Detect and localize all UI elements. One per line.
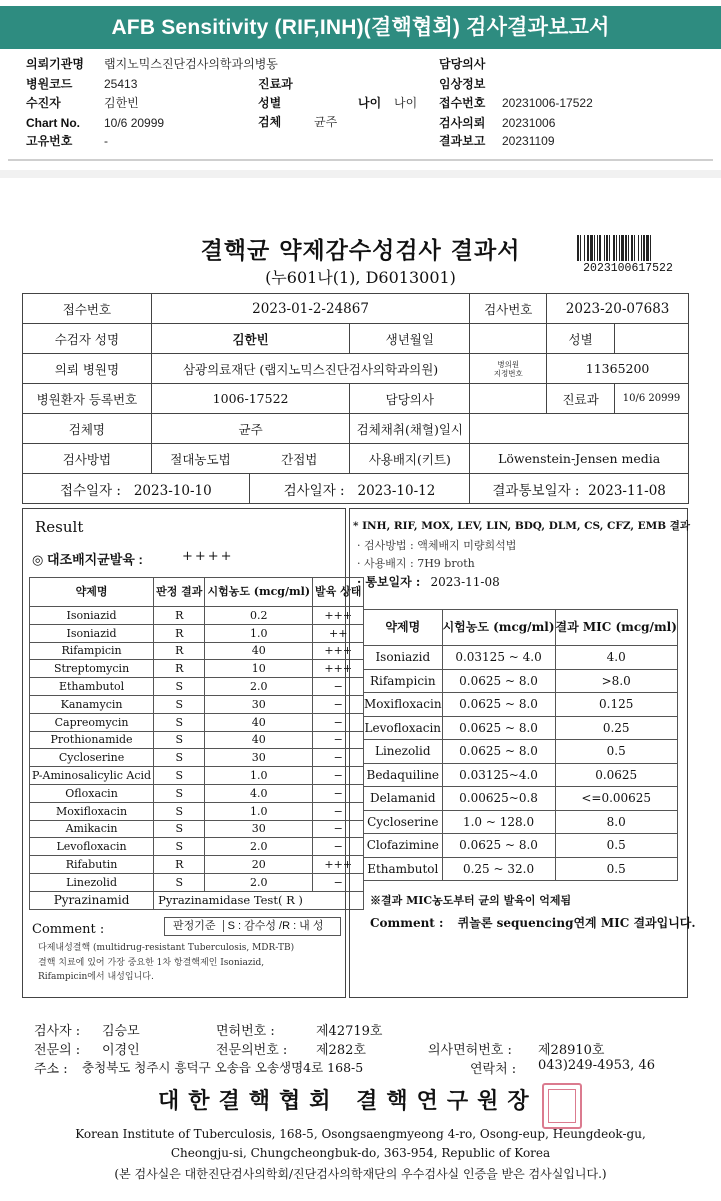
drug-table-header	[30, 578, 364, 607]
doctor-label: 담당의사	[350, 384, 470, 414]
drug-table-cell: −	[313, 784, 364, 802]
drug-table-cell: S	[154, 802, 205, 820]
method-value-1: 절대농도법	[151, 444, 249, 474]
drug-table-cell: 30	[205, 820, 313, 838]
mic-table-row	[364, 810, 678, 834]
mic-table-cell: 0.00625~0.8	[442, 787, 555, 811]
drug-table-cell: Streptomycin	[30, 660, 154, 678]
scan-divider	[0, 170, 721, 178]
result-comment-label: Comment :	[32, 922, 105, 937]
unique-no-value: -	[104, 134, 108, 148]
mic-table-cell: Moxifloxacin	[364, 693, 443, 717]
specialist-label: 전문의 :	[34, 1043, 81, 1058]
notify-date-cell	[470, 474, 689, 504]
barcode-image	[577, 235, 677, 261]
mic-table-row	[364, 669, 678, 693]
receipt-date-label: 접수일자 :	[59, 482, 121, 499]
mic-table-cell: Linezolid	[364, 740, 443, 764]
drug-table-col-header: 시험농도 (mcg/ml)	[205, 578, 313, 607]
drug-table-cell: Rifampicin	[30, 642, 154, 660]
designation-label	[470, 354, 547, 384]
drug-table-cell: 20	[205, 856, 313, 874]
sex-value	[615, 324, 689, 354]
drug-table-row	[30, 802, 364, 820]
dept-label: 진료과	[258, 77, 293, 91]
receipt-no-value: 20231006-17522	[502, 96, 593, 110]
drug-table-cell: +++	[313, 607, 364, 625]
mic-table-row	[364, 716, 678, 740]
drug-table-cell: +++	[313, 660, 364, 678]
mic-note: ※결과 MIC농도부터 균의 발육이 억제됨	[370, 894, 572, 907]
drug-table-cell: 1.0	[205, 802, 313, 820]
examiner-label: 검사자 :	[34, 1024, 81, 1039]
mic-table-row	[364, 834, 678, 858]
drug-table-cell: 40	[205, 713, 313, 731]
eng-address-line-2: Cheongju-si, Chungcheongbuk-do, 363-954, Republic of Korea	[170, 1146, 551, 1160]
method-label: 검사방법	[23, 444, 152, 474]
info-row	[23, 414, 689, 444]
specialist-value: 이경인	[102, 1043, 140, 1058]
mic-table-cell: 0.5	[555, 740, 677, 764]
drug-table-row	[30, 749, 364, 767]
drug-table-cell: S	[154, 784, 205, 802]
drug-table-row	[30, 784, 364, 802]
mic-table-cell: Isoniazid	[364, 646, 443, 670]
drug-table-row	[30, 713, 364, 731]
patient-value: 김한빈	[104, 96, 139, 110]
drug-table-row	[30, 695, 364, 713]
drug-table-cell: R	[154, 607, 205, 625]
drug-table-col-header: 발육 상태	[313, 578, 364, 607]
drug-table-cell: R	[154, 660, 205, 678]
drug-table-cell: −	[313, 802, 364, 820]
designation-value: 11365200	[547, 354, 689, 384]
collect-value	[470, 414, 689, 444]
info-row	[23, 324, 689, 354]
examiner-value: 김승모	[102, 1024, 140, 1039]
mic-table-cell: >8.0	[555, 669, 677, 693]
test-date-cell	[249, 474, 470, 504]
criteria-label: 판정기준	[173, 920, 216, 932]
drug-table-cell: 30	[205, 695, 313, 713]
institution-value: 랩지노믹스진단검사의학과의병동	[104, 57, 278, 71]
drug-table-cell: Capreomycin	[30, 713, 154, 731]
mic-comment-label: Comment :	[370, 916, 444, 930]
license-value: 제42719호	[316, 1024, 383, 1039]
drug-table-cell: 2.0	[205, 838, 313, 856]
test-date-value: 2023-10-12	[357, 482, 436, 499]
drug-table-row	[30, 660, 364, 678]
official-seal-stamp	[542, 1083, 582, 1129]
dept-value: 10/6 20999	[615, 384, 689, 414]
phone-label: 연락처 :	[470, 1062, 517, 1077]
drug-table-cell: Prothionamide	[30, 731, 154, 749]
drug-table-cell: 1.0	[205, 624, 313, 642]
test-no-value: 2023-20-07683	[547, 294, 689, 324]
mic-table-cell: Cycloserine	[364, 810, 443, 834]
mic-table-cell: 0.125	[555, 693, 677, 717]
mic-table-col-header: 약제명	[364, 610, 443, 646]
drug-table-cell: −	[313, 838, 364, 856]
info-row	[23, 294, 689, 324]
mic-table-col-header: 결과 MIC (mcg/ml)	[555, 610, 677, 646]
method-value-2: 간접법	[249, 444, 350, 474]
drug-susceptibility-table	[29, 577, 364, 910]
report-title: 결핵균 약제감수성검사 결과서	[200, 237, 521, 264]
drug-table-cell: S	[154, 767, 205, 785]
drug-table-cell: Ethambutol	[30, 678, 154, 696]
request-date-value: 20231006	[502, 116, 556, 130]
drug-table-header-row	[30, 578, 364, 607]
mic-table-cell: Clofazimine	[364, 834, 443, 858]
header-divider	[8, 159, 713, 161]
drug-table-cell: R	[154, 642, 205, 660]
drug-table-cell: +++	[313, 856, 364, 874]
drug-table-cell: Amikacin	[30, 820, 154, 838]
result-comment-line: 결핵 치료에 있어 가장 중요한 1차 항결핵제인 Isoniazid,	[38, 957, 265, 968]
chart-no-label: Chart No.	[26, 116, 80, 130]
drug-table-cell: S	[154, 731, 205, 749]
receipt-date-value: 2023-10-10	[133, 482, 212, 499]
drug-table-cell: Linezolid	[30, 873, 154, 891]
drug-table-row	[30, 607, 364, 625]
drug-table-cell: R	[154, 856, 205, 874]
sex-label: 성별	[547, 324, 615, 354]
mic-table-body	[364, 646, 678, 881]
drug-table-cell: +++	[313, 642, 364, 660]
mic-table-row	[364, 763, 678, 787]
specialist-no-label: 전문의번호 :	[216, 1043, 288, 1058]
drug-table-cell: −	[313, 873, 364, 891]
drug-table-cell: S	[154, 820, 205, 838]
drug-table-footer	[30, 891, 364, 909]
mic-table-cell: Delamanid	[364, 787, 443, 811]
collect-label: 검체채취(채혈)일시	[350, 414, 470, 444]
mic-table-cell: 0.0625	[555, 763, 677, 787]
designation-label-2: 지정번호	[493, 368, 523, 378]
eng-address-line-1: Korean Institute of Tuberculosis, 168-5, Osongsaengmyeong 4-ro, Osong-eup, Heungdeok-gu,	[75, 1127, 646, 1141]
drug-table-body	[30, 607, 364, 892]
org-name: 대한결핵협회 결핵연구원장	[158, 1088, 538, 1114]
mic-table-cell: Bedaquiline	[364, 763, 443, 787]
pyrazinamid-row	[30, 891, 364, 909]
mic-notify-label: · 통보일자 :	[357, 575, 421, 589]
result-heading: Result	[35, 518, 84, 536]
drug-table-cell: S	[154, 713, 205, 731]
control-growth-value: ++++	[182, 549, 234, 564]
info-row	[23, 444, 689, 474]
mic-table-row	[364, 693, 678, 717]
drug-table-cell: Isoniazid	[30, 607, 154, 625]
patient-info-table	[22, 293, 689, 504]
drug-table-cell: S	[154, 838, 205, 856]
mic-table-col-header: 시험농도 (mcg/ml)	[442, 610, 555, 646]
mic-table-cell: 0.25 ~ 32.0	[442, 857, 555, 881]
receipt-no-label: 접수번호	[23, 294, 152, 324]
mic-table-row	[364, 787, 678, 811]
clinical-info-label: 임상정보	[439, 77, 486, 91]
drug-table-row	[30, 731, 364, 749]
hospital-value: 삼광의료재단 (랩지노믹스진단검사의학과의원)	[151, 354, 469, 384]
drug-table-col-header: 약제명	[30, 578, 154, 607]
mic-notify-value: 2023-11-08	[430, 575, 500, 589]
mic-comment-value: 퀴놀론 sequencing연계 MIC 결과입니다.	[457, 916, 696, 930]
drug-table-cell: −	[313, 678, 364, 696]
drug-table-cell: S	[154, 749, 205, 767]
report-date-value: 20231109	[502, 134, 555, 148]
license-label: 면허번호 :	[216, 1024, 275, 1039]
criteria-value: S : 감수성 /R : 내 성	[223, 920, 324, 932]
result-comment	[38, 941, 294, 985]
mic-table-row	[364, 857, 678, 881]
report-header-title: AFB Sensitivity (RIF,INH)(결핵협회) 검사결과보고서	[0, 6, 721, 49]
drug-table-cell: −	[313, 767, 364, 785]
mic-table-row	[364, 740, 678, 764]
drug-table-cell: 4.0	[205, 784, 313, 802]
drug-table-row	[30, 642, 364, 660]
medium-value: Löwenstein-Jensen media	[470, 444, 689, 474]
mic-table	[363, 609, 678, 881]
report-date-label: 결과보고	[439, 134, 486, 148]
drug-table-cell: S	[154, 873, 205, 891]
address-value: 충청북도 청주시 흥덕구 오송읍 오송생명4로 168-5	[82, 1060, 364, 1075]
designation-label-1: 병의원	[497, 359, 520, 369]
mic-method-line: · 검사방법 : 액체배지 미량희석법	[357, 539, 517, 552]
drug-table-cell: −	[313, 749, 364, 767]
doctor-license-label: 의사면허번호 :	[428, 1043, 512, 1058]
notify-date-value: 2023-11-08	[588, 482, 666, 499]
unique-no-label: 고유번호	[26, 134, 73, 148]
drug-table-cell: 10	[205, 660, 313, 678]
drug-table-cell: S	[154, 678, 205, 696]
test-date-label: 검사일자 :	[283, 482, 345, 499]
specimen-label: 검체명	[23, 414, 152, 444]
specialist-no-value: 제282호	[316, 1043, 366, 1058]
hospital-label: 의뢰 병원명	[23, 354, 152, 384]
certification-note: (본 검사실은 대한진단검사의학회/진단검사의학재단의 우수검사실 인증을 받은 검사실입니다.)	[114, 1167, 607, 1181]
drug-table-cell: Kanamycin	[30, 695, 154, 713]
drug-table-row	[30, 838, 364, 856]
drug-table-cell: 2.0	[205, 678, 313, 696]
mic-table-cell: 0.0625 ~ 8.0	[442, 693, 555, 717]
receipt-no-label: 접수번호	[439, 96, 486, 110]
hospital-code-label: 병원코드	[26, 77, 73, 91]
age-label: 나이	[358, 96, 382, 110]
mic-table-cell: 0.25	[555, 716, 677, 740]
reg-no-value: 1006-17522	[151, 384, 350, 414]
mic-comment	[370, 914, 696, 931]
info-row	[23, 474, 689, 504]
drug-table-row	[30, 624, 364, 642]
drug-table-row	[30, 820, 364, 838]
pyrazinamid-label: Pyrazinamid	[30, 891, 154, 909]
mic-table-cell: Levofloxacin	[364, 716, 443, 740]
drug-table-cell: P-Aminosalicylic Acid	[30, 767, 154, 785]
age-value: 나이	[394, 96, 418, 110]
phone-value: 043)249-4953, 46	[538, 1058, 655, 1073]
drug-table-cell: 40	[205, 731, 313, 749]
drug-table-row	[30, 678, 364, 696]
drug-table-row	[30, 873, 364, 891]
drug-table-cell: R	[154, 624, 205, 642]
result-comment-line: Rifampicin에서 내성입니다.	[38, 972, 154, 982]
doctor-value	[470, 384, 547, 414]
info-row	[23, 354, 689, 384]
specimen-label: 검체	[258, 115, 282, 129]
mic-medium-line: · 사용배지 : 7H9 broth	[357, 557, 475, 570]
mic-table-cell: Rifampicin	[364, 669, 443, 693]
mic-table-cell: 0.0625 ~ 8.0	[442, 740, 555, 764]
sex-label: 성별	[258, 96, 282, 110]
drug-table-cell: Moxifloxacin	[30, 802, 154, 820]
dept-label: 진료과	[547, 384, 615, 414]
patient-label: 수진자	[26, 96, 61, 110]
barcode-number: 2023100617522	[583, 262, 673, 275]
mic-table-row	[364, 646, 678, 670]
mic-table-header	[364, 610, 678, 646]
hospital-code-value: 25413	[104, 77, 138, 91]
drug-table-cell: −	[313, 695, 364, 713]
drug-table-cell: Ofloxacin	[30, 784, 154, 802]
specimen-value: 균주	[151, 414, 350, 444]
specimen-value: 균주	[314, 115, 338, 129]
doctor-license-value: 제28910호	[538, 1043, 605, 1058]
drug-table-row	[30, 856, 364, 874]
mic-table-cell: 0.0625 ~ 8.0	[442, 834, 555, 858]
request-date-label: 검사의뢰	[439, 116, 486, 130]
birth-value	[470, 324, 547, 354]
address-label: 주소 :	[34, 1062, 68, 1077]
patient-name-value: 김한빈	[151, 324, 350, 354]
patient-name-label: 수검자 성명	[23, 324, 152, 354]
drug-table-cell: 2.0	[205, 873, 313, 891]
drug-table-cell: −	[313, 820, 364, 838]
test-no-label: 검사번호	[470, 294, 547, 324]
drug-table-cell: 0.2	[205, 607, 313, 625]
mic-table-cell: 0.0625 ~ 8.0	[442, 669, 555, 693]
mic-table-cell: 4.0	[555, 646, 677, 670]
mic-table-cell: 0.5	[555, 834, 677, 858]
drug-table-cell: ++	[313, 624, 364, 642]
drug-table-cell: Levofloxacin	[30, 838, 154, 856]
drug-table-cell: −	[313, 731, 364, 749]
mic-table-cell: 0.5	[555, 857, 677, 881]
mic-table-cell: Ethambutol	[364, 857, 443, 881]
notify-date-label: 결과통보일자 :	[492, 482, 580, 499]
mic-table-cell: 0.0625 ~ 8.0	[442, 716, 555, 740]
mic-table-cell: 0.03125 ~ 4.0	[442, 646, 555, 670]
info-row	[23, 384, 689, 414]
receipt-no-value: 2023-01-2-24867	[151, 294, 469, 324]
drug-table-cell: Rifabutin	[30, 856, 154, 874]
drug-table-cell: Isoniazid	[30, 624, 154, 642]
report-subtitle: (누601나(1), D6013001)	[265, 268, 456, 287]
control-growth-label: ◎ 대조배지균발육 :	[32, 552, 143, 567]
criteria-box	[164, 917, 341, 936]
receipt-date-cell	[23, 474, 250, 504]
mic-table-header-row	[364, 610, 678, 646]
doctor-label: 담당의사	[439, 57, 486, 71]
drug-table-cell: 30	[205, 749, 313, 767]
drug-table-row	[30, 767, 364, 785]
medium-label: 사용배지(키트)	[350, 444, 470, 474]
mic-notify-line	[357, 573, 500, 590]
drug-table-cell: −	[313, 713, 364, 731]
mic-table-cell: <=0.00625	[555, 787, 677, 811]
mic-table-cell: 8.0	[555, 810, 677, 834]
pyrazinamid-value: Pyrazinamidase Test( R )	[154, 891, 364, 909]
reg-no-label: 병원환자 등록번호	[23, 384, 152, 414]
drug-table-cell: 1.0	[205, 767, 313, 785]
drug-table-col-header: 판정 결과	[154, 578, 205, 607]
mic-table-cell: 1.0 ~ 128.0	[442, 810, 555, 834]
drug-table-cell: S	[154, 695, 205, 713]
drug-table-cell: 40	[205, 642, 313, 660]
mic-header-note: * INH, RIF, MOX, LEV, LIN, BDQ, DLM, CS, CFZ, EMB 결과	[353, 520, 691, 532]
mic-table-cell: 0.03125~4.0	[442, 763, 555, 787]
result-comment-line: 다제내성결핵 (multidrug-resistant Tuberculosis, MDR-TB)	[38, 943, 295, 953]
chart-no-value: 10/6 20999	[104, 116, 165, 130]
institution-label: 의뢰기관명	[26, 57, 84, 71]
birth-label: 생년월일	[350, 324, 470, 354]
drug-table-cell: Cycloserine	[30, 749, 154, 767]
